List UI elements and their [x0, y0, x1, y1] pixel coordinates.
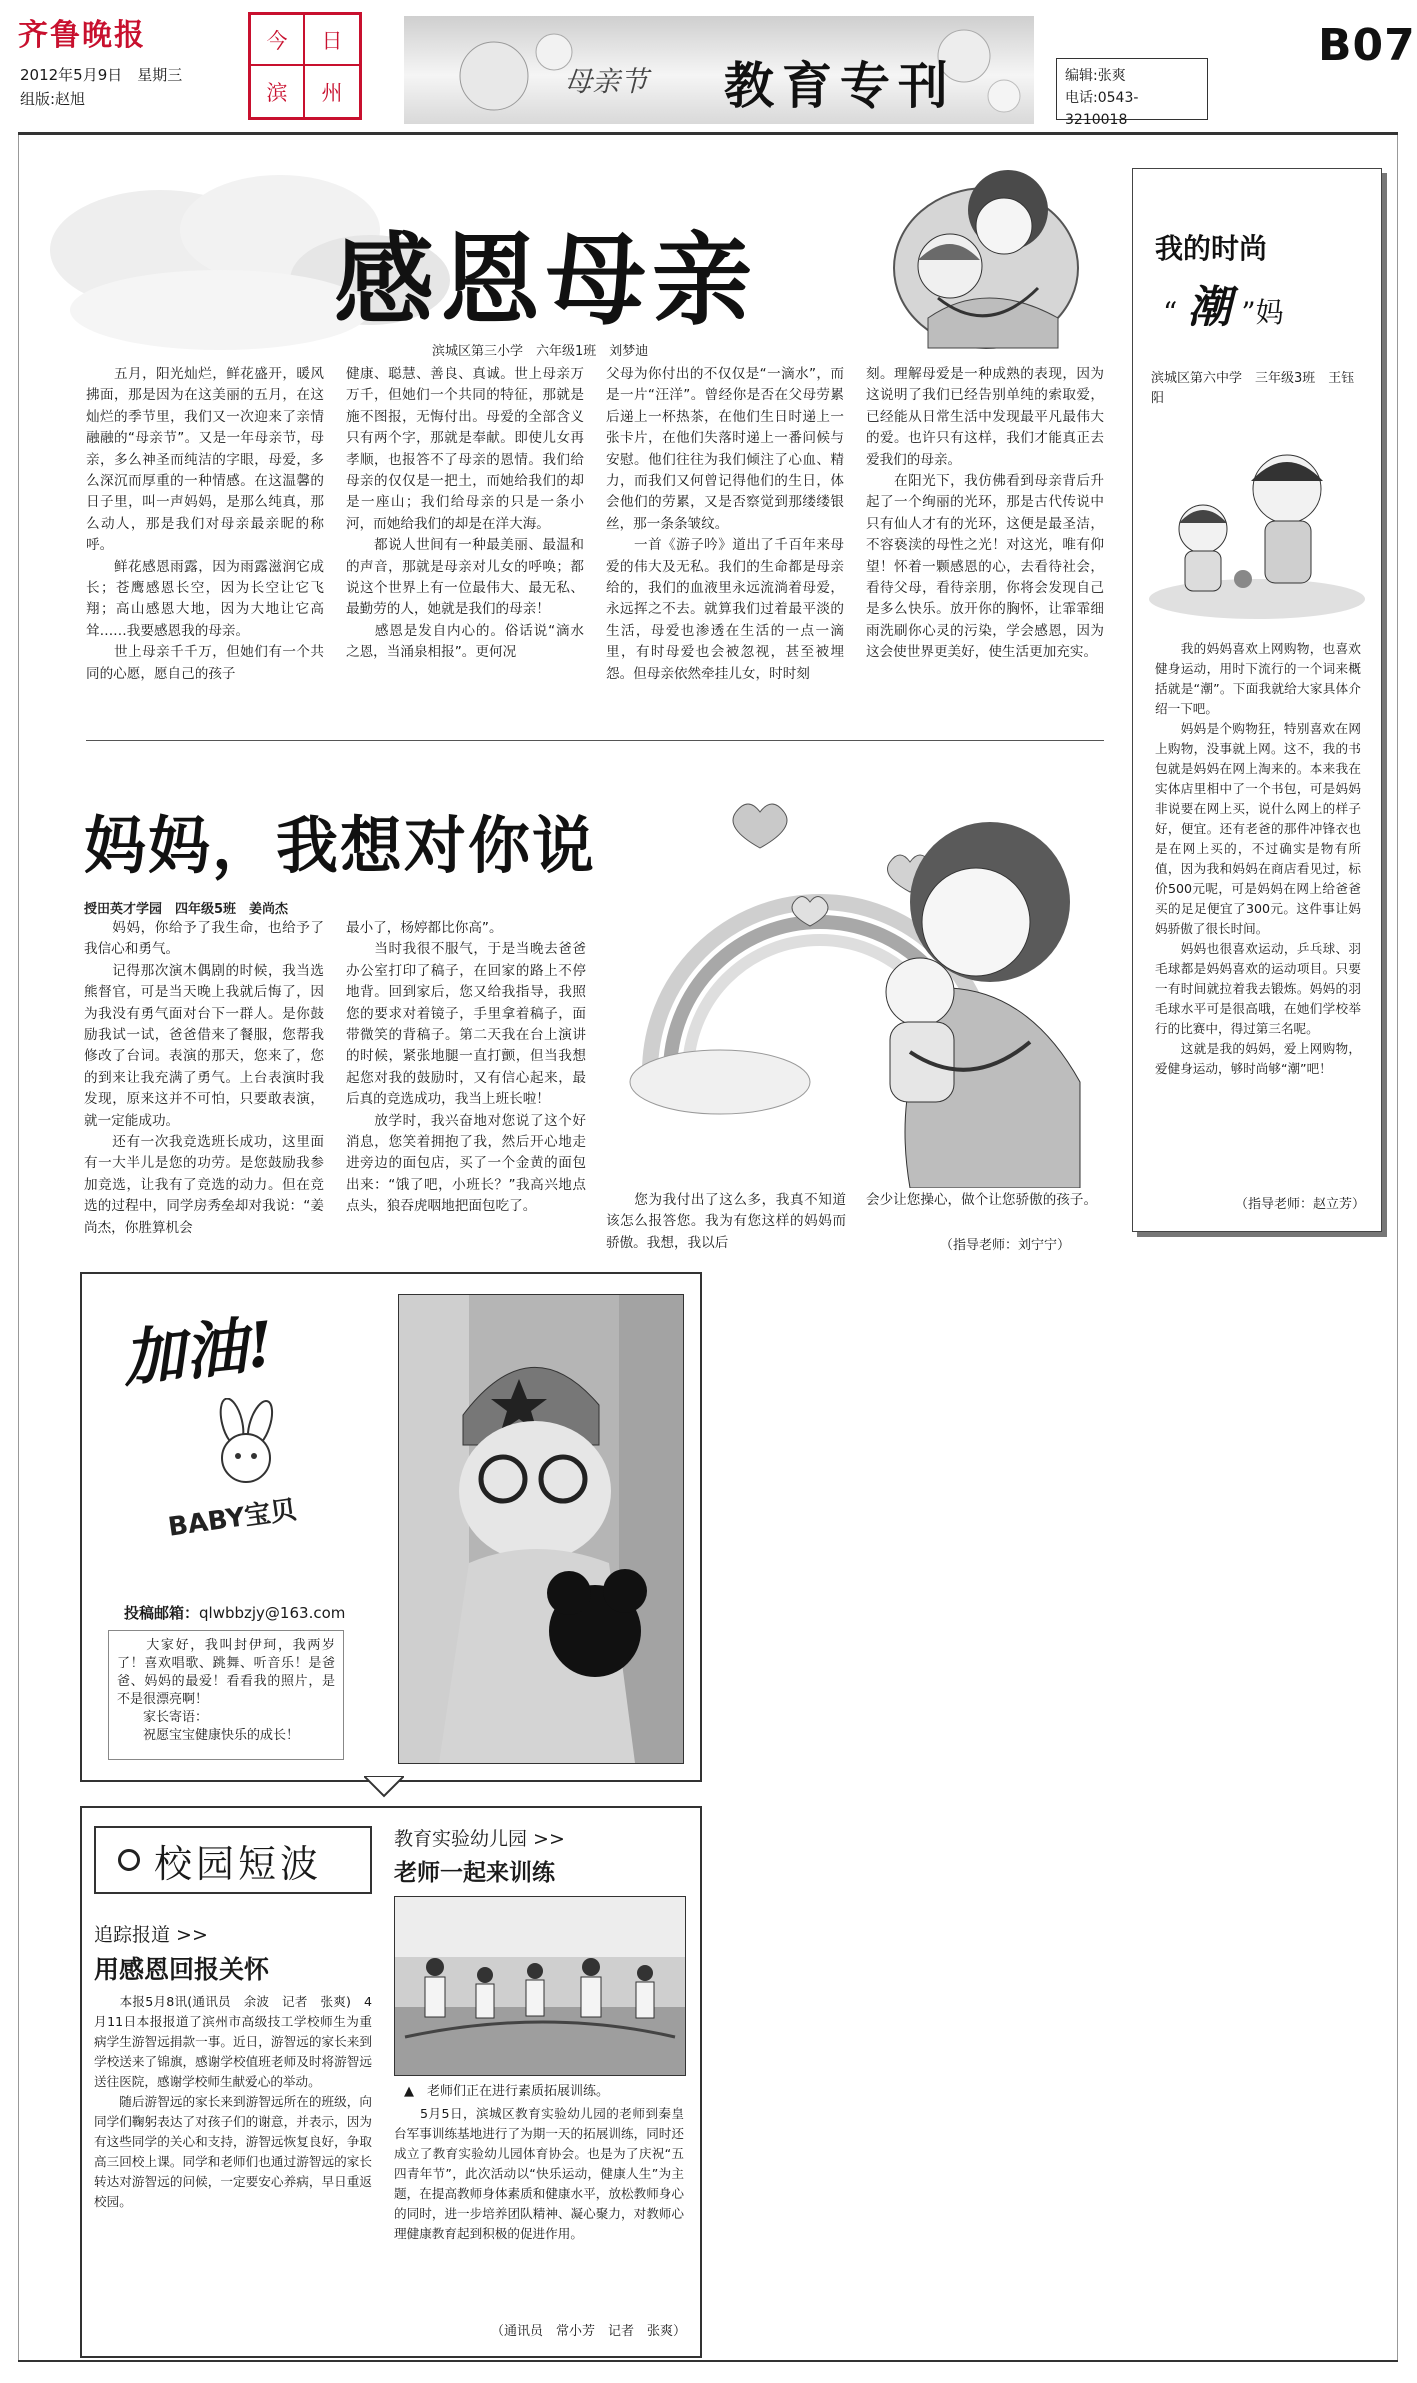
baby-photo — [398, 1294, 684, 1764]
quote-open: “ — [1163, 296, 1178, 329]
submission-email — [124, 1602, 345, 1623]
article-column: 最小了，杨婷都比你高”。 当时我很不服气，于是当晚去爸爸办公室打印了稿子，在回家的路上不停地背。回到家后，您又给我指导，我照您的要求对着镜子，手里拿着稿子，面带微笑的背稿子。第二天我在台上演讲的时候，紧张地腿一直打颤，但当我想起您对我的鼓励时，又有信心起来，最后真的竞选成功，我当上班长啦！ 放学时，我兴奋地对您说了这个好消息，您笑着拥抱了我，然后开心地走进旁边的面包店，买了一个金黄的面包出来：“饿了吧，小班长？”我高兴地点点头，狼吞虎咽地把面包吃了。 — [346, 920, 586, 1215]
editor-name: 编辑:张爽 — [1065, 68, 1126, 84]
article-teacher: （指导老师：刘宁宁） — [940, 1238, 1071, 1253]
kinder-credit: （通讯员 常小芳 记者 张爽） — [490, 2324, 686, 2339]
section-script: 母亲节 — [564, 65, 649, 98]
sidebar-title-emphasis: 潮 — [1187, 282, 1232, 333]
baby-message: 大家好，我叫封伊珂，我两岁了！喜欢唱歌、跳舞、听音乐！是爸爸、妈妈的最爱！看看我的照片，是不是很漂亮啊！ 家长寄语： 祝愿宝宝健康快乐的成长！ — [108, 1630, 344, 1760]
training-photo — [394, 1896, 686, 2076]
fashion-mom-sidebar — [1132, 168, 1382, 1232]
kinder-label[interactable]: 教育实验幼儿园 >> — [394, 1828, 565, 1850]
baby-showcase-box — [80, 1272, 702, 1782]
editor-group: 组版:赵旭 — [20, 90, 86, 108]
paper-name: 齐鲁晚报 — [18, 18, 146, 53]
header-rule — [18, 132, 1398, 135]
section-banner — [404, 16, 1034, 124]
footer-rule — [18, 2360, 1398, 2362]
page-number: B07 — [1318, 20, 1416, 71]
article-title: 妈妈，我想对你说 — [84, 809, 597, 882]
tracking-title: 用感恩回报关怀 — [94, 1955, 270, 1984]
article-title: 感恩母亲 — [334, 221, 758, 339]
sidebar-teacher: （指导老师：赵立芳） — [1234, 1197, 1365, 1212]
kinder-title: 老师一起来训练 — [394, 1860, 555, 1886]
kids-playing-illustration — [1147, 419, 1367, 619]
article-column: 会少让您操心，做个让您骄傲的孩子。 — [866, 1192, 1098, 1208]
article-byline: 授田英才学园 四年级5班 姜尚杰 — [84, 902, 289, 917]
photo-caption: ▲ 老师们正在进行素质拓展训练。 — [404, 2084, 609, 2099]
today-binzhou-stamp — [248, 12, 362, 120]
baby-photo-image — [399, 1295, 683, 1763]
header-bullet-icon — [118, 1849, 140, 1871]
article-column: 健康、聪慧、善良、真诚。世上母亲万万千，但她们一个共同的特征，那就是施不图报，无悔付出。母爱的全部含义只有两个字，那就是奉献。即使儿女再孝顺，也报答不了母亲的恩情。我们给母亲的仅仅是一把土，而她给我们的却是一座山；我们给母亲的只是一条小河，而她给我们的却是在洋大海。 都说人世间有一种最美丽、最温和的声音，那就是母亲对儿女的呼唤；都说这个世界上有一位最伟大、最无私、最勤劳的人，她就是我们的母亲！ 感恩是发自内心的。俗话说“滴水之恩，当涌泉相报”。更何况 — [346, 366, 584, 661]
mother-hug-illustration — [868, 148, 1108, 358]
email-label: 投稿邮箱： — [124, 1604, 200, 1622]
training-photo-image — [395, 1897, 685, 2075]
section-title: 教育专刊 — [724, 56, 956, 115]
campus-news-box — [80, 1806, 702, 2358]
stamp-char: 今 — [251, 15, 305, 66]
article-column: 五月，阳光灿烂，鲜花盛开，暖风拂面，那是因为在这美丽的五月，在这灿烂的季节里，我们又一次迎来了亲情融融的“母亲节”。又是一年母亲节，母亲，多么神圣而纯洁的字眼，母爱，多么深沉而厚重的一种情感。在这温馨的日子里，叫一声妈妈，是那么纯真，那么动人，那是我们对母亲最亲昵的称呼。 鲜花感恩雨露，因为雨露滋润它成长；苍鹰感恩长空，因为长空让它飞翔；高山感恩大地，因为大地让它高耸……我要感恩我的母亲。 世上母亲千千万，但她们有一个共同的心愿，愿自己的孩子 — [86, 366, 324, 682]
editor-phone: 电话:0543-3210018 — [1065, 90, 1139, 128]
stamp-char: 州 — [321, 80, 343, 105]
kinder-body: 5月5日，滨城区教育实验幼儿园的老师到秦皇台军事训练基地进行了为期一天的拓展训练，同时还成立了教育实验幼儿园体育协会。也是为了庆祝“五四青年节”，此次活动以“快乐运动，健康人生”为主题，在提高教师身体素质和健康水平，放松教师身心的同时，进一步培养团队精神、凝心聚力，对教师心理健康教育起到积极的促进作用。 — [394, 2106, 684, 2241]
article-column: 妈妈，你给予了我生命，也给予了我信心和勇气。 记得那次演木偶剧的时候，我当选熊督官，可是当天晚上我就后悔了，因为我没有勇气面对台下一群人。是你鼓励我试一试，爸爸借来了餐服，您帮我修改了台词。表演的那天，您来了，您的到来让我充满了勇气。上台表演时我发现，原来这并不可怕，只要敢表演，就一定能成功。 还有一次我竞选班长成功，这里面有一大半儿是您的功劳。是您鼓励我参加竞选，让我有了竞选的动力。但在竞选的过程中，同学房秀垒却对我说：“姜尚杰，你胜算机会 — [84, 920, 324, 1236]
sidebar-title: 我的时尚 — [1155, 232, 1268, 265]
sidebar-body: 我的妈妈喜欢上网购物，也喜欢健身运动，用时下流行的一个词来概括就是“潮”。下面我就给大家具体介绍一下吧。 妈妈是个购物狂，特别喜欢在网上购物，没事就上网。这不，我的书包就是妈妈在网上淘来的。本来我在实体店里相中了一个书包，可是妈妈非说要在网上买，说什么网上的样子好，便宜。还有老爸的那件冲锋衣也是在网上买的，不过确实是物有所值，因为我和妈妈在商店看见过，标价500元呢，可是妈妈在网上给爸爸买的足足便宜了300元。这件事让妈妈骄傲了很长时间。 妈妈也很喜欢运动，乒乓球、羽毛球都是妈妈喜欢的运动项目。只要一有时间就拉着我去锻炼。妈妈的羽毛球水平可是很高哦，在她们学校举行的比赛中，得过第三名呢。 这就是我的妈妈，爱上网购物，爱健身运动，够时尚够“潮”吧！ — [1155, 641, 1361, 1076]
baby-title: 加油! — [119, 1307, 278, 1396]
email-address[interactable]: qlwbbzjy@163.com — [199, 1604, 346, 1622]
mother-child-rainbow-illustration — [610, 752, 1120, 1188]
campus-news-title: 校园短波 — [154, 1841, 323, 1886]
speech-pointer-icon — [364, 1776, 404, 1798]
tracking-body: 本报5月8讯(通讯员 余波 记者 张爽) 4月11日本报报道了滨州市高级技工学校师生为重病学生游智远捐款一事。近日，游智远的家长来到学校送来了锦旗，感谢学校值班老师及时将游智远送往医院，感谢学校师生献爱心的举动。 随后游智远的家长来到游智远所在的班级，向同学们鞠躬表达了对孩子们的谢意，并表示，因为有这些同学的关心和支持，游智远恢复良好，争取高三回校上课。同学和老师们也通过游智远的家长转达对游智远的问候，一定要安心养病，早日重返校园。 — [94, 1994, 372, 2209]
baby-logo-text: BABY宝贝 — [166, 1495, 299, 1543]
sidebar-byline: 滨城区第六中学 三年级3班 王钰阳 — [1151, 371, 1355, 406]
issue-date: 2012年5月9日 星期三 — [20, 66, 183, 84]
editor-info-box — [1056, 58, 1208, 128]
article-column: 父母为你付出的不仅仅是“一滴水”，而是一片“汪洋”。曾经你是否在父母劳累后递上一杯热茶，在他们生日时递上一张卡片，在他们失落时递上一番问候与安慰。他们往往为我们倾注了心血、精力，而我们又何曾记得他们的生日，体会他们的劳累，又是否察觉到那缕缕银丝，那一条条皱纹。 一首《游子吟》道出了千百年来母爱的伟大及无私。我们的生命都是母亲给的，我们的血液里永远流淌着母爱，永远挥之不去。就算我们过着最平淡的生活，母爱也渗透在生活的一点一滴里，有时母爱也会被忽视，甚至被埋怨。但母亲依然牵挂儿女，时时刻 — [606, 366, 844, 682]
page-border-left — [18, 135, 19, 2360]
stamp-char: 日 — [305, 15, 359, 66]
section-divider — [86, 740, 1104, 741]
stamp-char: 滨 — [251, 66, 305, 117]
article-column: 刻。理解母爱是一种成熟的表现，因为这说明了我们已经告别单纯的索取爱，已经能从日常生活中发现最平凡最伟大的爱。也许只有这样，我们才能真正去爱我们的母亲。 在阳光下，我仿佛看到母亲背后升起了一个绚丽的光环，那是古代传说中只有仙人才有的光环，这便是最圣洁，不容亵渎的母性之光！对这光，唯有仰望！怀着一颗感恩的心，去看待社会，看待父母，看待亲朋，你将会发现自己是多么快乐。放开你的胸怀，让霏霏细雨洗刷你心灵的污染，学会感恩，因为这会使世界更美好，使生活更加充实。 — [866, 366, 1104, 661]
article-byline: 滨城区第三小学 六年级1班 刘梦迪 — [432, 344, 649, 359]
page-border-right — [1397, 135, 1398, 2360]
sidebar-title-end: ”妈 — [1241, 296, 1284, 329]
tracking-label[interactable]: 追踪报道 >> — [94, 1924, 208, 1946]
article-column: 您为我付出了这么多，我真不知道该怎么报答您。我为有您这样的妈妈而骄傲。我想，我以后 — [606, 1192, 846, 1251]
sidebar-title-line2 — [1163, 271, 1284, 335]
campus-news-header — [94, 1826, 372, 1894]
